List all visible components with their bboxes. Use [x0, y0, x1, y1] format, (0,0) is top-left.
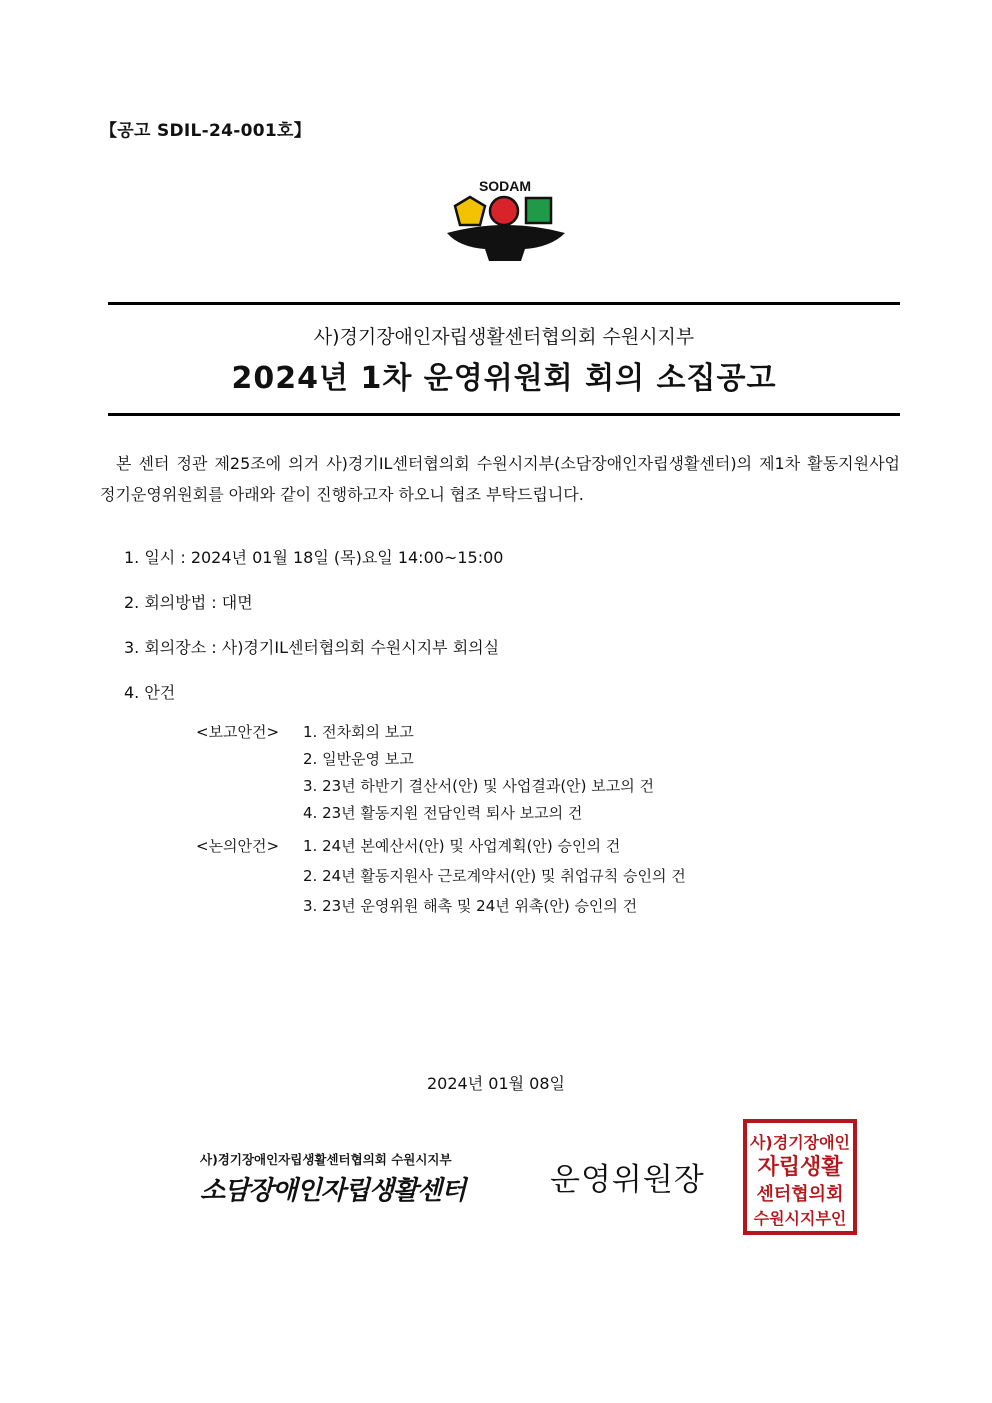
seal-line: 사)경기장애인	[749, 1133, 851, 1152]
logo-bowl	[447, 225, 565, 261]
discussion-item: 3. 23년 운영위원 해촉 및 24년 위촉(안) 승인의 건	[303, 897, 638, 915]
chair-title: 운영위원장	[550, 1162, 705, 1198]
report-item: 1. 전차회의 보고	[303, 723, 414, 741]
intro-text: 본 센터 정관 제25조에 의거 사)경기IL센터협의회 수원시지부(소담장애인자립생활센터)의 제1차 활동지원사업 정기운영위원회를 아래와 같이 진행하고자 하오니 협조 부탁드립니다.	[100, 454, 900, 504]
report-agenda-label: <보고안건>	[196, 723, 280, 741]
signature-org-name: 소담장애인자립생활센터	[200, 1176, 466, 1206]
signature-org-small: 사)경기장애인자립생활센터협의회 수원시지부	[200, 1152, 452, 1167]
item-method: 2. 회의방법 : 대면	[124, 593, 253, 612]
seal-line: 센터협의회	[756, 1184, 844, 1205]
top-rule	[108, 302, 900, 305]
item-agenda: 4. 안건	[124, 683, 176, 702]
sodam-logo	[443, 175, 569, 265]
logo-pentagon	[455, 197, 485, 225]
notice-date: 2024년 01월 08일	[427, 1074, 565, 1093]
org-line: 사)경기장애인자립생활센터협의회 수원시지부	[313, 326, 695, 348]
official-seal	[742, 1118, 858, 1236]
discussion-agenda-label: <논의안건>	[196, 837, 280, 855]
logo-square	[526, 198, 551, 223]
intro-paragraph	[100, 448, 900, 510]
item-datetime: 1. 일시 : 2024년 01월 18일 (목)요일 14:00~15:00	[124, 548, 504, 567]
report-item: 4. 23년 활동지원 전담인력 퇴사 보고의 건	[303, 804, 583, 822]
notice-number: 【공고 SDIL-24-001호】	[100, 121, 312, 141]
page-title: 2024년 1차 운영위원회 회의 소집공고	[231, 361, 777, 396]
discussion-item: 2. 24년 활동지원사 근로계약서(안) 및 취업규칙 승인의 건	[303, 867, 686, 885]
discussion-item: 1. 24년 본예산서(안) 및 사업계획(안) 승인의 건	[303, 837, 621, 855]
report-item: 3. 23년 하반기 결산서(안) 및 사업결과(안) 보고의 건	[303, 777, 655, 795]
logo-text: SODAM	[478, 178, 532, 194]
seal-line: 자립생활	[757, 1155, 843, 1180]
report-item: 2. 일반운영 보고	[303, 750, 414, 768]
bottom-rule	[108, 413, 900, 416]
seal-line: 수원시지부인	[753, 1209, 847, 1228]
logo-circle	[490, 197, 518, 225]
item-place: 3. 회의장소 : 사)경기IL센터협의회 수원시지부 회의실	[124, 638, 500, 657]
